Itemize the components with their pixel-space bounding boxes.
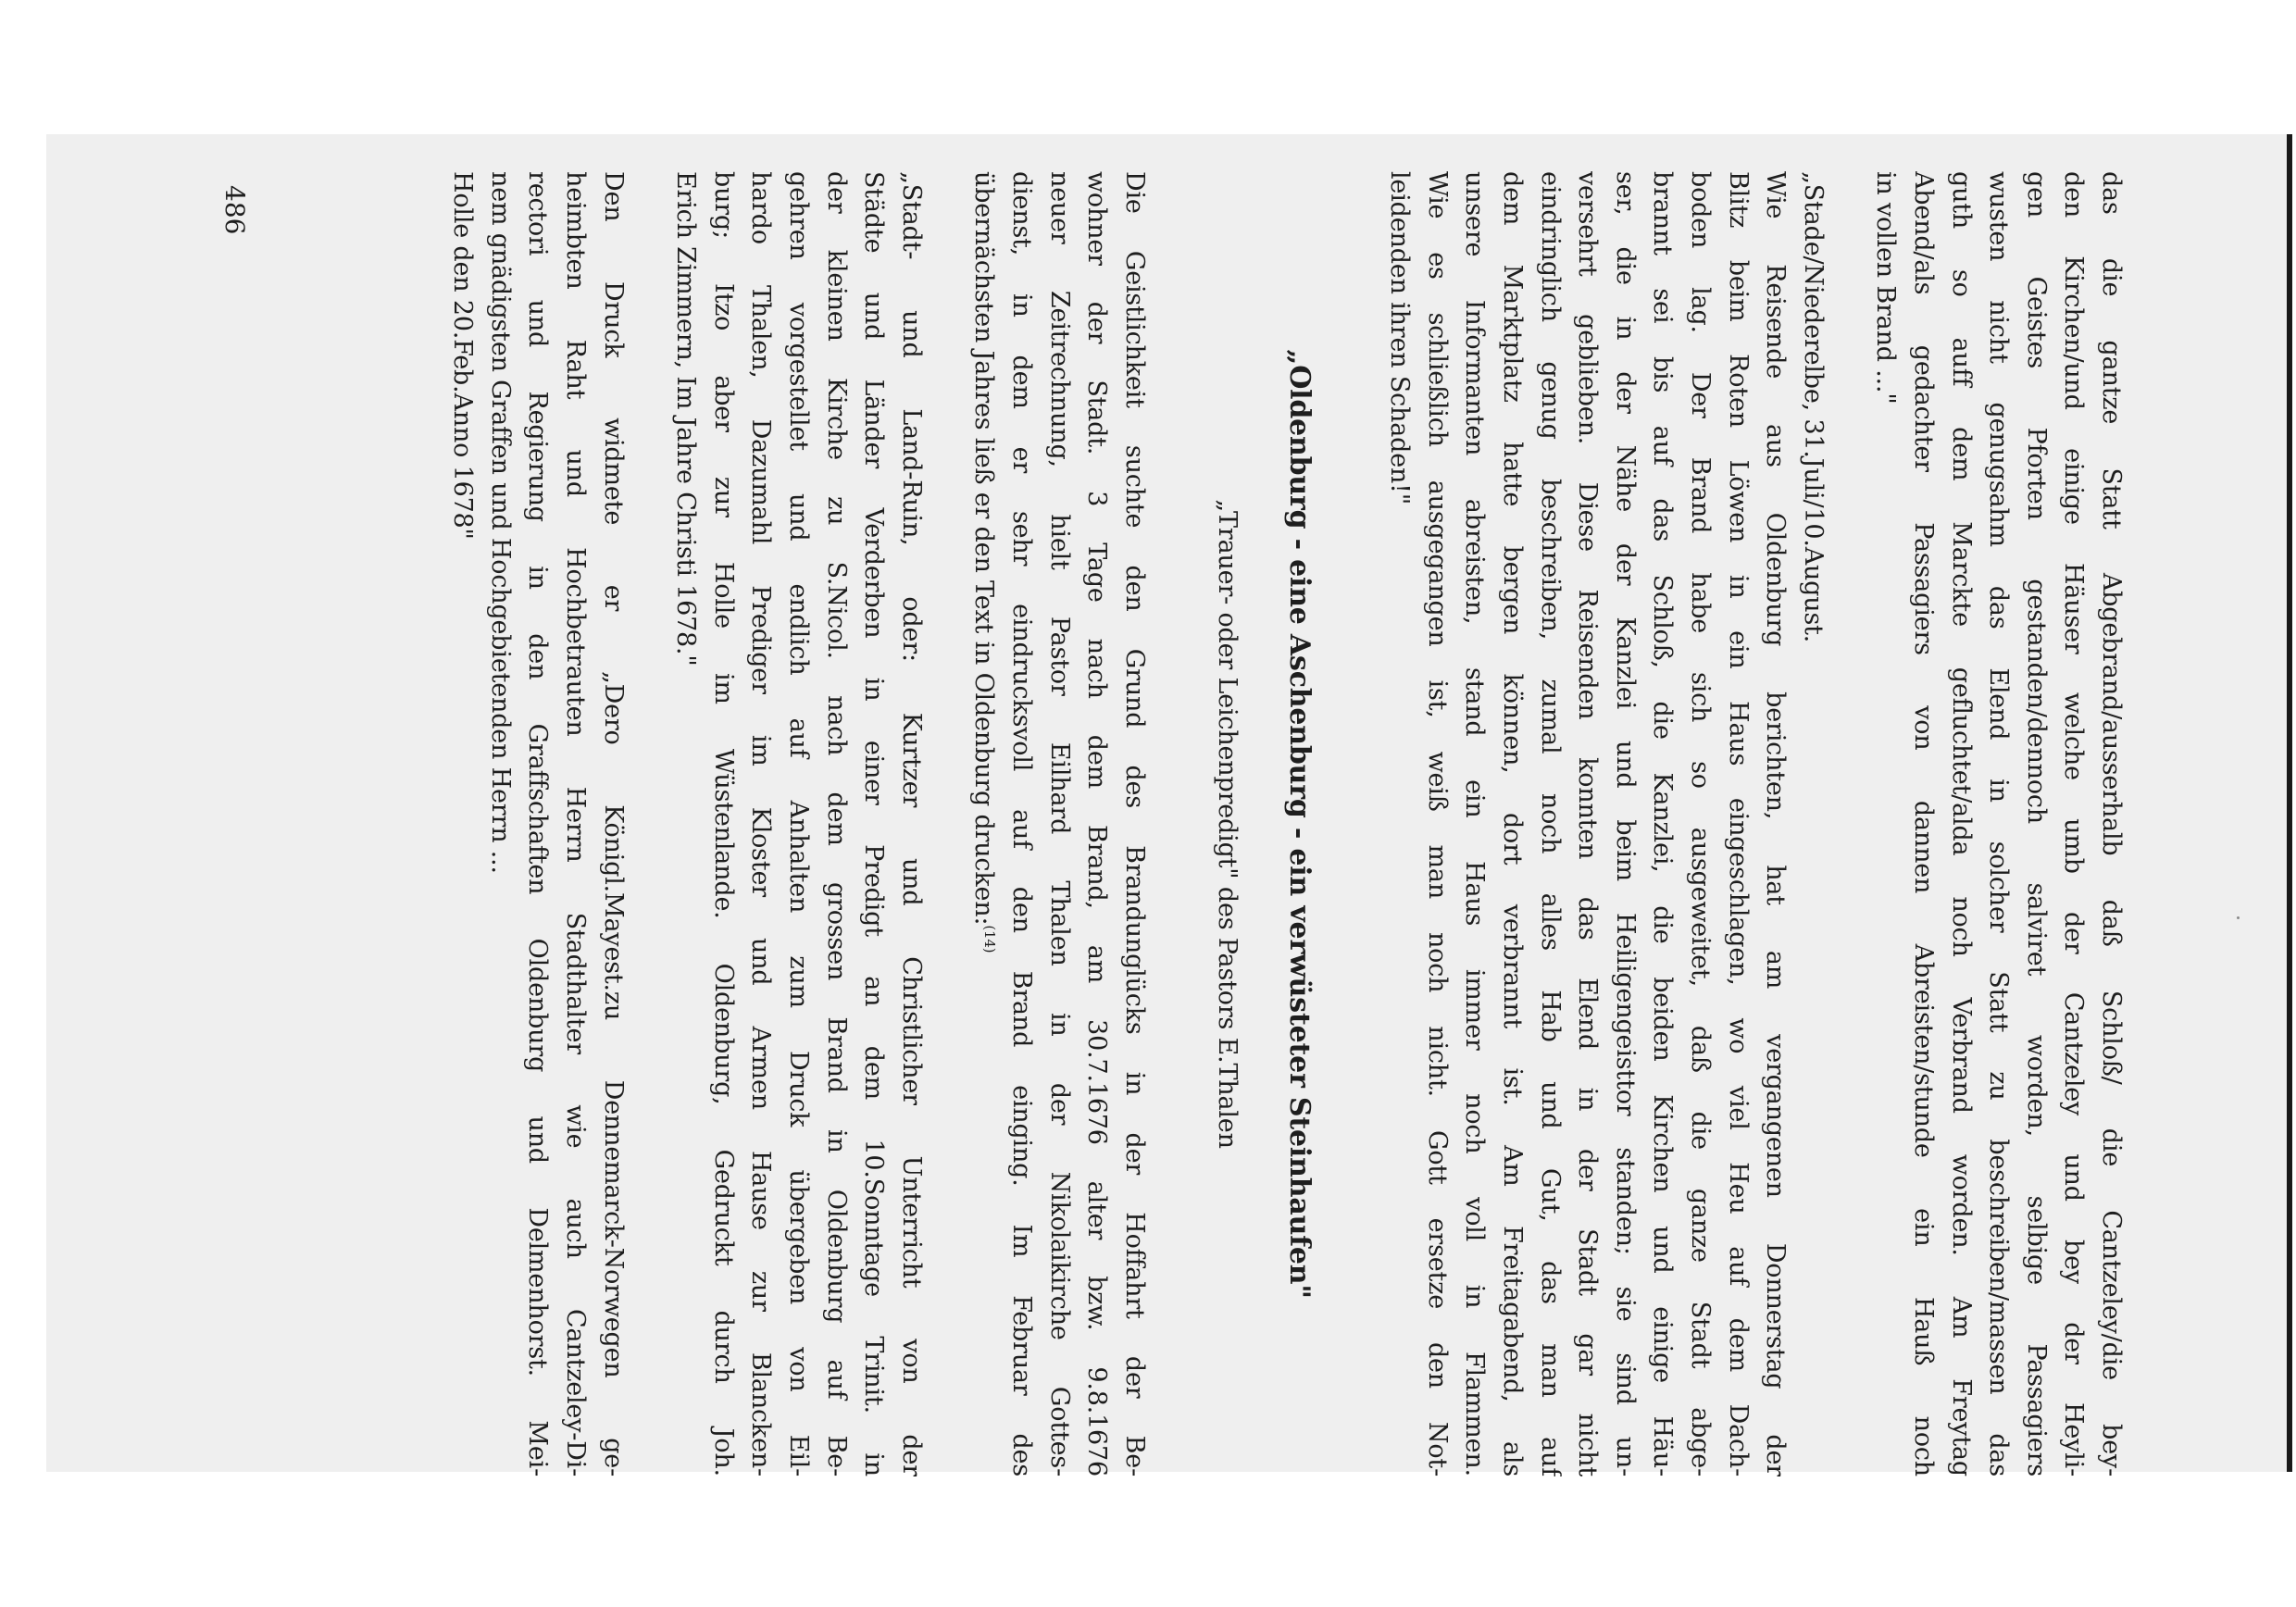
text-line: hardo Thalen, Dazumahl Prediger im Kloster und Armen Hause zur Blancken-	[746, 171, 776, 1476]
quote-paragraph	[667, 171, 930, 1476]
spacer	[930, 171, 965, 1476]
spacer	[1153, 171, 1208, 1476]
section-headline: „Oldenburg - eine Aschenburg - ein verwüsteter Steinhaufen"	[1282, 349, 1316, 1299]
text-line: leidenden ihren Schaden!"	[1385, 171, 1415, 505]
spacer	[1317, 171, 1380, 1476]
footnote-reference: (14)	[981, 925, 999, 953]
report-paragraph	[1380, 171, 1831, 1476]
body-paragraph	[965, 171, 1153, 1476]
text-line: der kleinen Kirche zu S.Nicol. nach dem grossen Brand in Oldenburg auf Be-	[821, 171, 851, 1476]
text-line: „Stadt- und Land-Ruin, oder: Kurtzer und Christlicher Unterricht von der	[896, 171, 926, 1476]
text-line: den Kirchen/und einige Häuser welche umb der Cantzeley und bey der Heyli-	[2059, 171, 2089, 1476]
text-line: unsere Informanten abreisten, stand ein Haus immer noch voll in Flammen.	[1460, 171, 1490, 1476]
text-line: nem gnädigsten Graffen und Hochgebietenden Herrn ...	[485, 171, 515, 874]
text-line: Wie Reisende aus Oldenburg berichten, hat am vergangenen Donnerstag der	[1761, 171, 1791, 1476]
text-line: brannt sei bis auf das Schloß, die Kanzlei, die beiden Kirchen und einige Häu-	[1648, 171, 1678, 1476]
scan-speck	[2237, 916, 2240, 919]
text-line: Den Druck widmete er „Dero Königl.Mayest.zu Dennemarck-Norwegen ge-	[598, 171, 628, 1476]
page-number: 486	[219, 185, 250, 235]
text-line: wusten nicht genugsahm das Elend in solcher Statt zu beschreiben/massen das	[1984, 171, 2014, 1476]
text-line: dem Marktplatz hatte bergen können, dort verbrannt ist. Am Freitagabend, als	[1498, 171, 1528, 1476]
text-line: heimbten Raht und Hochbetrauten Herrn Stadthalter wie auch Cantzeley-Di-	[561, 171, 590, 1476]
text-line: gehren vorgestellet und endlich auf Anhalten zum Druck übergeben von Eil-	[783, 171, 813, 1476]
intro-paragraph	[1866, 171, 2129, 1476]
dedication-paragraph	[443, 171, 631, 1476]
text-line: Abend/als gedachter Passagiers von dannen Abreisten/stunde ein Hauß noch	[1909, 171, 1939, 1476]
text-line: guth so auff dem Marckte gefluchtet/alda noch Verbrand worden. Am Freytag	[1946, 171, 1976, 1476]
text-line: boden lag. Der Brand habe sich so ausgeweitet, daß die ganze Stadt abge-	[1686, 171, 1716, 1476]
text-line: wohner der Stadt. 3 Tage nach dem Brand, am 30.7.1676 alter bzw. 9.8.1676	[1082, 171, 1112, 1476]
text-line: rectori und Regierung in den Graffschaften Oldenburg und Delmenhorst. Mei-	[523, 171, 553, 1476]
text-line: ser, die in der Nähe der Kanzlei und beim Heiligengeisttor standen; sie sind un-	[1610, 171, 1640, 1476]
text-line	[965, 171, 1003, 1476]
section-subheadline: „Trauer- oder Leichenpredigt" des Pastors E.Thalen	[1212, 499, 1242, 1149]
text-line: dienst, in dem er sehr eindrucksvoll auf den Brand einging. Im Februar des	[1006, 171, 1036, 1476]
spacer	[1245, 171, 1280, 1476]
text-line: Die Geistlichkeit suchte den Grund des Brandunglücks in der Hoffahrt der Be-	[1119, 171, 1149, 1476]
text-line: „Stade/Niederelbe, 31.Juli/10.August.	[1798, 171, 1828, 643]
text-line: Wie es schließlich ausgegangen ist, weiß man noch nicht. Gott ersetze den Not-	[1422, 171, 1452, 1476]
text-line: Blitz beim Roten Löwen in ein Haus eingeschlagen, wo viel Heu auf dem Dach-	[1723, 171, 1753, 1476]
text-line: gen Geistes Pforten gestanden/dennoch salviret worden, selbige Passagiers	[2021, 171, 2051, 1476]
text-line: in vollen Brand ..."	[1871, 171, 1901, 405]
scan-edge-shadow	[2287, 134, 2292, 1472]
spacer	[631, 171, 667, 1476]
text-line-content: übernächsten Jahres ließ er den Text in Oldenburg drucken:	[969, 171, 999, 926]
text-line: burg; Itzo aber zur Holle im Wüstenlande. Oldenburg, Gedruckt durch Joh.	[708, 171, 738, 1476]
spacer	[1831, 171, 1866, 1476]
text-line: das die gantze Statt Abgebrand/ausserhalb daß Schloß/ die Cantzeley/die bey-	[2097, 171, 2126, 1476]
page-text-column	[443, 171, 2129, 1476]
text-line: eindringlich genug beschreiben, zumal noch alles Hab und Gut, das man auf	[1535, 171, 1565, 1476]
text-line: Holle den 20.Feb.Anno 1678"	[448, 171, 478, 540]
text-line: Städte und Länder Verderben in einer Predigt an dem 10.Sonntage Trinit. in	[859, 171, 889, 1476]
text-line: Erich Zimmern, Im Jahre Christi 1678."	[671, 171, 701, 666]
text-line: versehrt geblieben. Diese Reisenden konnten das Elend in der Stadt gar nicht	[1573, 171, 1603, 1476]
text-line: neuer Zeitrechnung, hielt Pastor Eilhard Thalen in der Nikolaikirche Gottes-	[1044, 171, 1074, 1476]
